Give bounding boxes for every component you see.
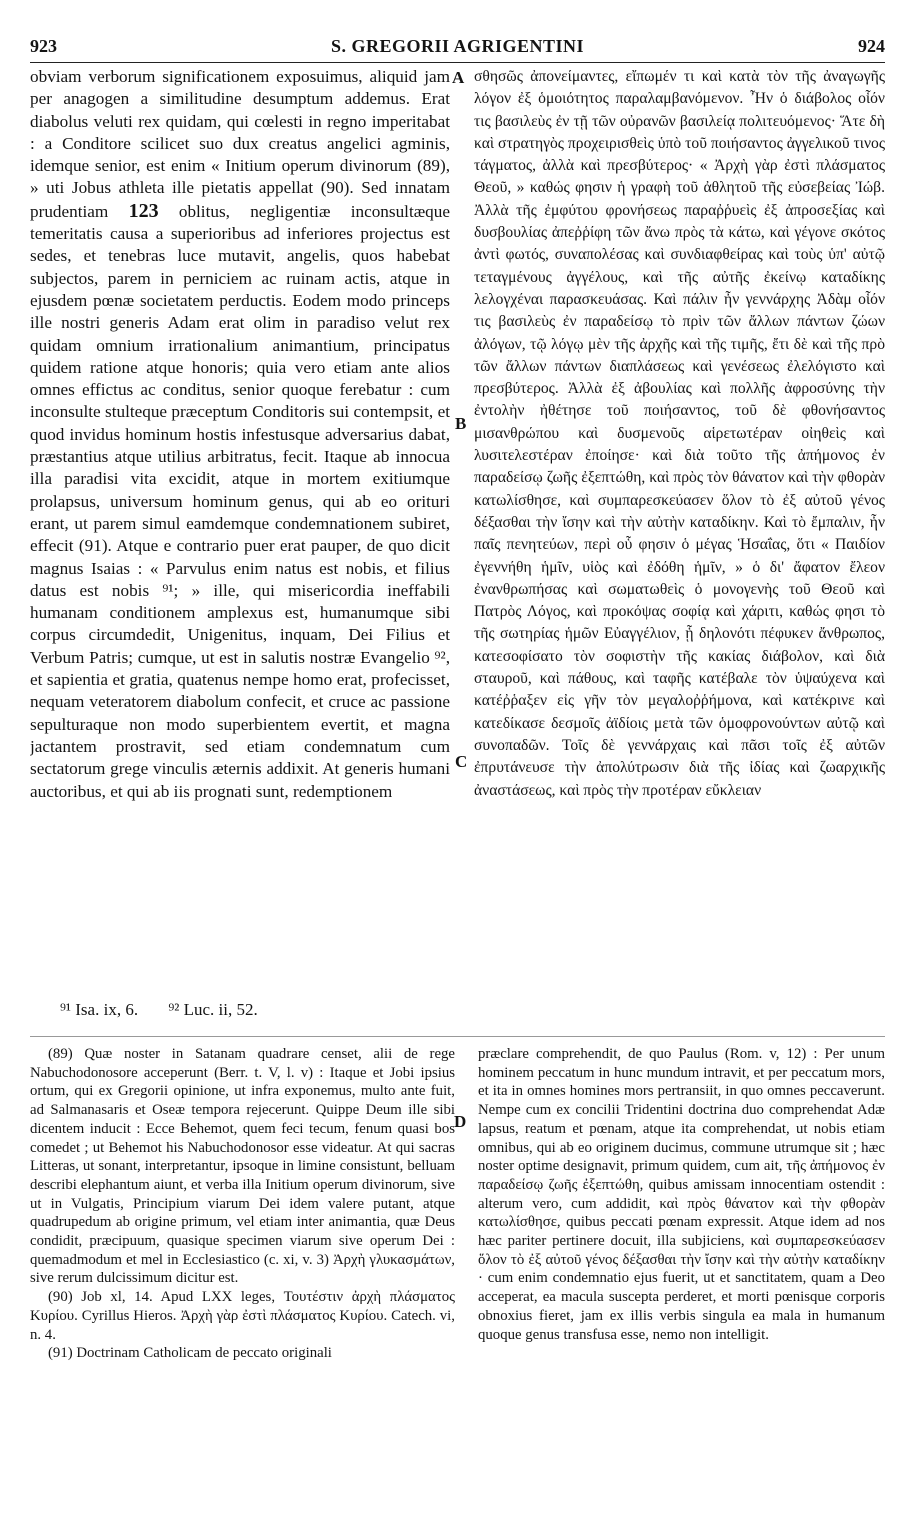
note-91-continued: præclare comprehendit, de quo Paulus (Rom. v, 12) : Per unum hominem peccatum in hunc mundum intravit, et per peccatum mors, et ita in omnes homines mors pertransiit, in quo omnes peccaverunt. Nempe cum ex concilii Tridentini doctrina duo comprehendat Adæ lapsus, reatum et pœnam, atque ita comprehendat, ut nobis etiam omnibus, qui ab eo originem ducimus, commune utrumque sit ; hæc noster optime designavit, primum quidem, cum ait, τῆς ἀπήμονος ἐν παραδείσῳ ζωῆς ἐξεπτώθη, quibus amissam innocentiam ostendit : alterum vero, cum addidit, καὶ πρὸς θάνατον καὶ τὴν φθορὰν κατωλίσθησε, quibus peccati pœnam expressit. Atque idem ad nos hæc pariter pertinere docuit, illa subjiciens, καὶ συμπαρεσκεύασεν ὅλον τὸ ἐξ αὐτοῦ γένος δέξασθαι τὴν ἴσην καὶ τὴν αὐτὴν καταδίκην · cum enim condemnatio ejus fuerit, ut et sanctitatem, quam a Deo acceperat, ea macula suscepta perderet, et morti pœnisque corporis obnoxius fieret, jam ex illis verbis singula ea mala in humanum quoque genus transfusa esse, nemo non intelligit. (478, 1046, 885, 1343)
column-number: 123 (128, 199, 159, 222)
note-90: (90) Job xl, 14. Apud LXX leges, Τουτέστιν ἀρχὴ πλάσματος Κυρίου. Cyrillus Hieros. Ἀρχὴ γὰρ ἐστὶ πλάσματος Κυρίου. Catech. vi, n. 4. (30, 1289, 455, 1343)
page-header (30, 36, 885, 58)
section-marker-c: C (455, 752, 468, 771)
section-marker-d: D (454, 1112, 467, 1131)
notes-rule (30, 1036, 885, 1037)
scripture-footnotes (60, 1000, 460, 1020)
latin-column (30, 66, 450, 990)
header-rule (30, 62, 885, 63)
greek-column (474, 66, 885, 990)
note-91: (91) Doctrinam Catholicam de peccato originali (48, 1345, 332, 1362)
latin-text-start: obviam verborum significationem exposuimus, aliquid jam per anagogen a similitudine desumptum addemus. Erat diabolus veluti rex quidam, qui cœlesti in regno imperitabat : a Conditore scilicet suo dux creatus angelici agminis, idemque senior, est enim « Initium operum divinorum (89), » uti Jobus athleta ille pietatis appellat (90). Sed innatam prudentiam (30, 67, 450, 221)
notes-column-left (30, 1045, 455, 1493)
note-89: (89) Quæ noster in Satanam quadrare censet, alii de rege Nabuchodonosore acceperunt (Berr. t. V, l. v) : Itaque et Jobi ipsius ortum, qui ex Gregorii opinione, ut infra exponemus, multo ante fuit, ad Salmanasaris et Oseæ tempora rejecerunt. Quippe Deum ille sibi dicentem inducit : Ecce Behemot, quem feci tecum, fenum quasi bos comedet ; ut Behemot his Nabuchodonosor esse videatur. At qui sacras Litteras, ut sonant, interpretantur, ipsoque in limine consistunt, belluam describi elephantum aiunt, et verba illa Initium operum divinorum, sive ut in Vulgatis, Principium viarum Dei idem valere putant, atque quadrupedum ab origine primum, vel etiam inter animantia, quæ Deus condidit, præcipuum, quasique specimen viarum sive operum Dei : quemadmodum et mel in Ecclesiastico (c. xi, v. 3) Ἀρχὴ γλυκασμάτων, sive rerum dulcissimum dicitur est. (30, 1046, 455, 1287)
page-number-left: 923 (30, 36, 57, 56)
notes-column-right (478, 1045, 885, 1493)
latin-text-end: oblitus, negligentiæ inconsultæque temeritatis causa a superioribus ad inferiores projectus est sedes, et tenebras luce mutavit, angelis, quos habebat subjectos, parem in perniciem ac ruinam actis, atque in ejusdem pœnæ societatem perductis. Eodem modo princeps ille nostri generis Adam erat olim in paradiso velut rex quidam omnium irrationalium animantium, principatus quidem ratione atque honoris; quia vero etiam ante alios omnes effictus ac conditus, senior quoque ferebatur : cum inconsulte stulteque præceptum Conditoris sui contempsit, et quod invidus hominum hostis infestusque adversarius dabat, præstantius atque utilius arbitratus, fecit. Itaque ab innocua illa paradisi vita excidit, atque in mortem exitiumque prolapsus, universum hominum genus, qui ab eo orituri erant, ut parem simul eamdemque condemnationem subiret, effecit (91). Atque e contrario puer erat pauper, de quo dicit magnus Isaias : « Parvulus enim natus est nobis, et filius datus est nobis ⁹¹; » ille, qui misericordia ineffabili humanam conditionem amplexus est, humanumque sibi corpus circumdedit, Unigenitus, inquam, Dei Filius et Verbum Patris; cumque, ut est in salutis nostræ Evangelio ⁹², et sapientia et gratia, quatenus nempe homo erat, profecisset, nequam veteratorem diabolum confecit, et cruce ac passione sepulturaque non modo superbientem evertit, et magna jactantem prostravit, sed etiam condemnatum cum sectatorum grege vinculis æternis addixit. At generis humani auctoribus, et qui ab iis prognati sunt, redemptionem (30, 201, 450, 801)
greek-paragraph: σθησῶς ἀπονείμαντες, εἴπωμέν τι καὶ κατὰ τὸν τῆς ἀναγωγῆς λόγον ἐξ ὁμοιότητος παραλαμβανόμενον. Ἦν ὁ διάβολος οἷόν τις βασιλεὺς ἐν τῇ τῶν οὐρανῶν βασιλείᾳ πολιτευόμενος· Ἅτε δὴ καὶ στρατηγὸς προχειρισθεὶς ὑπὸ τοῦ ποιήσαντος ἀγγελικοῦ τινος τάγματος, ἀλλὰ καὶ πρεσβύτερος· « Ἀρχὴ γὰρ ἐστὶ πλάσματος Θεοῦ, » καθώς φησιν ἡ γραφὴ τοῦ ἀθλητοῦ τῆς εὐσεβείας Ἰώβ. Ἀλλὰ τῆς ἐμφύτου φρονήσεως παραῤῥυεὶς ἐξ ἀπροσεξίας καὶ δυσβουλίας ἀπεῤῥίφη τῶν ἄνω πρὸς τὰ κάτω, καὶ γέγονε σκότος ἀντὶ φωτός, συναπολέσας καὶ συνδιαφθείρας καὶ τοὺς ὑπ' αὐτῷ τεταγμένους ἀγγέλους, καὶ τῆς αὐτῆς ἐκείνῳ καταδίκης λελογχέναι παρασκευάσας. Καὶ πάλιν ἦν γεννάρχης Ἀδὰμ οἷόν τις βασιλεὺς ἐν παραδείσῳ τὸ πρὶν τῶν ἄλλων πάντων ζώων ἀλόγων, τῷ λόγῳ μὲν τῆς ἀρχῆς καὶ τῆς τιμῆς, ἔτι δὲ καὶ τῆς πρὸ τῶν ἄλλων πάντων διαπλάσεως καὶ γενέσεως ἐλελόγιστο καὶ πρεσβύτερος. Ἀλλὰ ἐξ ἀβουλίας καὶ πολλῆς ἀφροσύνης τὴν ἐντολὴν ἠθέτησε τοῦ ποιήσαντος, τοῦ δὲ φθονήσαντος μισανθρώπου καὶ δυσμενοῦς αἱρετωτέραν οἰηθεὶς καὶ λυσιτελεστέραν ἐποίησε· καὶ διὰ τοῦτο τῆς ἀπήμονος ἐν παραδείσῳ ζωῆς ἐξεπτώθη, καὶ πρὸς τὸν θάνατον καὶ τὴν φθορὰν κατωλίσθησε, καὶ συμπαρεσκεύασεν ὅλον τὸ ἐξ αὐτοῦ γένος δέξασθαι τὴν ἴσην καὶ τὴν αὐτὴν καταδίκην. Καὶ τὸ ἔμπαλιν, ἦν παῖς πενητεύων, περὶ οὗ φησιν ὁ μέγας Ἡσαΐας, ὅτι « Παιδίον ἐγεννήθη ἡμῖν, υἱὸς καὶ ἐδόθη ἡμῖν, » ὁ δι' ἄφατον ἔλεον ἐνανθρωπήσας καὶ σωματωθεὶς ὁ μονογενὴς τοῦ Θεοῦ καὶ Πατρὸς Λόγος, καὶ προκόψας σοφίᾳ καὶ χάριτι, καθώς φησι τὸ τῆς σωτηρίας ἡμῶν Εὐαγγέλιον, ᾗ δηλονότι πέφυκεν ἄνθρωπος, κατεσοφίσατο τὸν σοφιστὴν τῆς κακίας διάβολον, καὶ διὰ σταυροῦ, καὶ πάθους, καὶ ταφῆς κατέβαλε τὸν ὑψαύχενα καὶ κατέῤῥαξεν εἰς γῆν τὸν μεγαλοῤῥήμονα, καὶ κατέκρινε καὶ κατεδίκασε δεσμοῖς ἀϊδίοις μετὰ τῶν ὁμοφρονούντων αὐτῷ καὶ συνοπαδῶν. Τοῖς δὲ γεννάρχαις καὶ πᾶσι τοῖς ἐξ αὐτῶν ἐπρυτάνευσε τὴν ἀπολύτρωσιν διὰ τῆς ἰδίας καὶ ζωαρχικῆς ἀναστάσεως, καὶ πρὸς τὴν προτέραν εὔκλειαν (474, 68, 885, 799)
footnote-92: ⁹² Luc. ii, 52. (168, 1000, 258, 1019)
latin-paragraph (30, 66, 450, 803)
page-number-right: 924 (858, 36, 885, 56)
section-marker-b: B (455, 414, 467, 433)
running-title: S. GREGORII AGRIGENTINI (330, 36, 585, 56)
footnote-91: ⁹¹ Isa. ix, 6. (60, 1000, 139, 1019)
section-marker-a: A (452, 68, 465, 87)
